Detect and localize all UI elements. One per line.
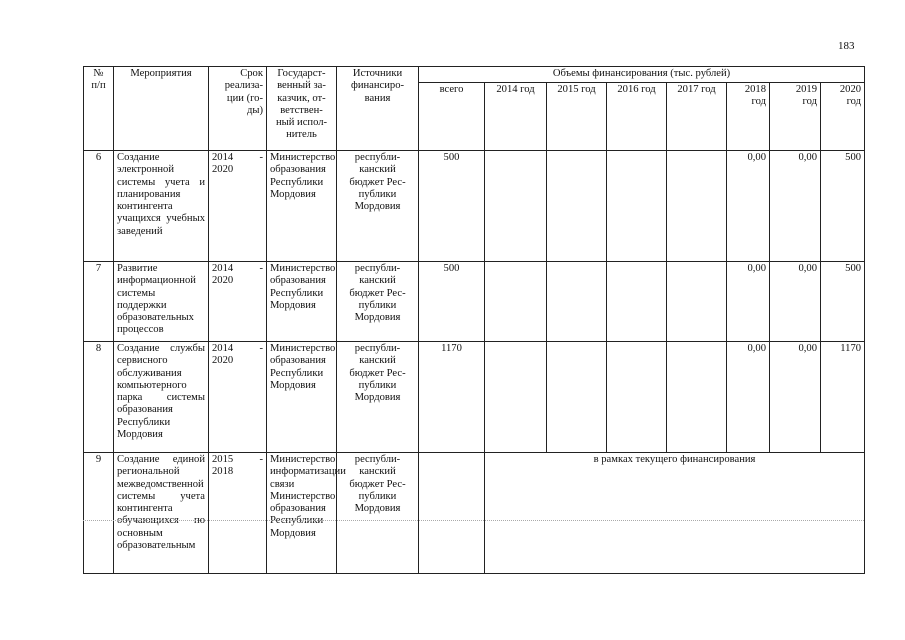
header-2018: 2018 год <box>727 83 770 151</box>
row-2020: 500 <box>821 262 865 342</box>
page-number: 183 <box>838 40 855 52</box>
row-2020: 1170 <box>821 342 865 453</box>
header-total: всего <box>419 83 485 151</box>
row-event: Развитие информационной системы поддержки образовательных процессов <box>114 262 209 342</box>
row-customer: Министерство образования Республики Мордовия <box>267 262 337 342</box>
row-2017 <box>667 262 727 342</box>
header-customer: Государст- венный за- казчик, от- ветствен- ный испол- нитель <box>267 67 337 151</box>
row-num: 8 <box>84 342 114 453</box>
row-source: республи- канский бюджет Рес- публики Мордовия <box>337 453 419 574</box>
row-2016 <box>607 342 667 453</box>
row-2017 <box>667 342 727 453</box>
row-2015 <box>547 151 607 262</box>
row-num: 9 <box>84 453 114 574</box>
row-2019: 0,00 <box>770 151 821 262</box>
row-event: Создание службы сервисного обслуживания компьютерного парка системы образования Республики Мордовия <box>114 342 209 453</box>
header-num: № п/п <box>84 67 114 151</box>
table-row <box>84 151 865 262</box>
header-funding: Объемы финансирования (тыс. рублей) <box>419 67 865 83</box>
header-2020: 2020 год <box>821 83 865 151</box>
row-customer: Министерство образования Республики Мордовия <box>267 342 337 453</box>
table-row <box>84 262 865 342</box>
header-2015: 2015 год <box>547 83 607 151</box>
row-term: 2015 - 2018 <box>209 453 267 574</box>
scan-artifact-line <box>83 520 864 521</box>
row-term: 2014 - 2020 <box>209 262 267 342</box>
header-2019: 2019 год <box>770 83 821 151</box>
row-event: Создание единой региональной межведомственной системы учета контингента обучающихся по основным образовательным <box>114 453 209 574</box>
row-total: 500 <box>419 262 485 342</box>
row-2015 <box>547 262 607 342</box>
table-row <box>84 342 865 453</box>
header-events: Мероприятия <box>114 67 209 151</box>
header-2014: 2014 год <box>485 83 547 151</box>
header-sources: Источники финансиро- вания <box>337 67 419 151</box>
row-2014 <box>485 262 547 342</box>
header-2016: 2016 год <box>607 83 667 151</box>
header-2017: 2017 год <box>667 83 727 151</box>
row-num: 7 <box>84 262 114 342</box>
row-total: 1170 <box>419 342 485 453</box>
row-customer: Министерство информатизации связи Министерство образования Республики Мордовия <box>267 453 337 574</box>
row-customer: Министерство образования Республики Мордовия <box>267 151 337 262</box>
row-term: 2014 - 2020 <box>209 151 267 262</box>
row-source: республи- канский бюджет Рес- публики Мордовия <box>337 151 419 262</box>
row-2017 <box>667 151 727 262</box>
funding-table <box>83 66 865 574</box>
row-2018: 0,00 <box>727 151 770 262</box>
row-total: 500 <box>419 151 485 262</box>
row-2019: 0,00 <box>770 262 821 342</box>
row-term: 2014 - 2020 <box>209 342 267 453</box>
row-2018: 0,00 <box>727 342 770 453</box>
row-funding-note: в рамках текущего финансирования <box>485 453 865 574</box>
row-2018: 0,00 <box>727 262 770 342</box>
row-source: республи- канский бюджет Рес- публики Мордовия <box>337 342 419 453</box>
header-term: Срок реализа- ции (го- ды) <box>209 67 267 151</box>
row-2016 <box>607 262 667 342</box>
row-2014 <box>485 151 547 262</box>
row-total <box>419 453 485 574</box>
row-event: Создание электронной системы учета и планирования контингента учащихся учебных заведений <box>114 151 209 262</box>
row-num: 6 <box>84 151 114 262</box>
row-2016 <box>607 151 667 262</box>
row-source: республи- канский бюджет Рес- публики Мордовия <box>337 262 419 342</box>
row-2015 <box>547 342 607 453</box>
header-row <box>84 67 865 83</box>
row-2020: 500 <box>821 151 865 262</box>
row-2019: 0,00 <box>770 342 821 453</box>
table-row <box>84 453 865 574</box>
row-2014 <box>485 342 547 453</box>
